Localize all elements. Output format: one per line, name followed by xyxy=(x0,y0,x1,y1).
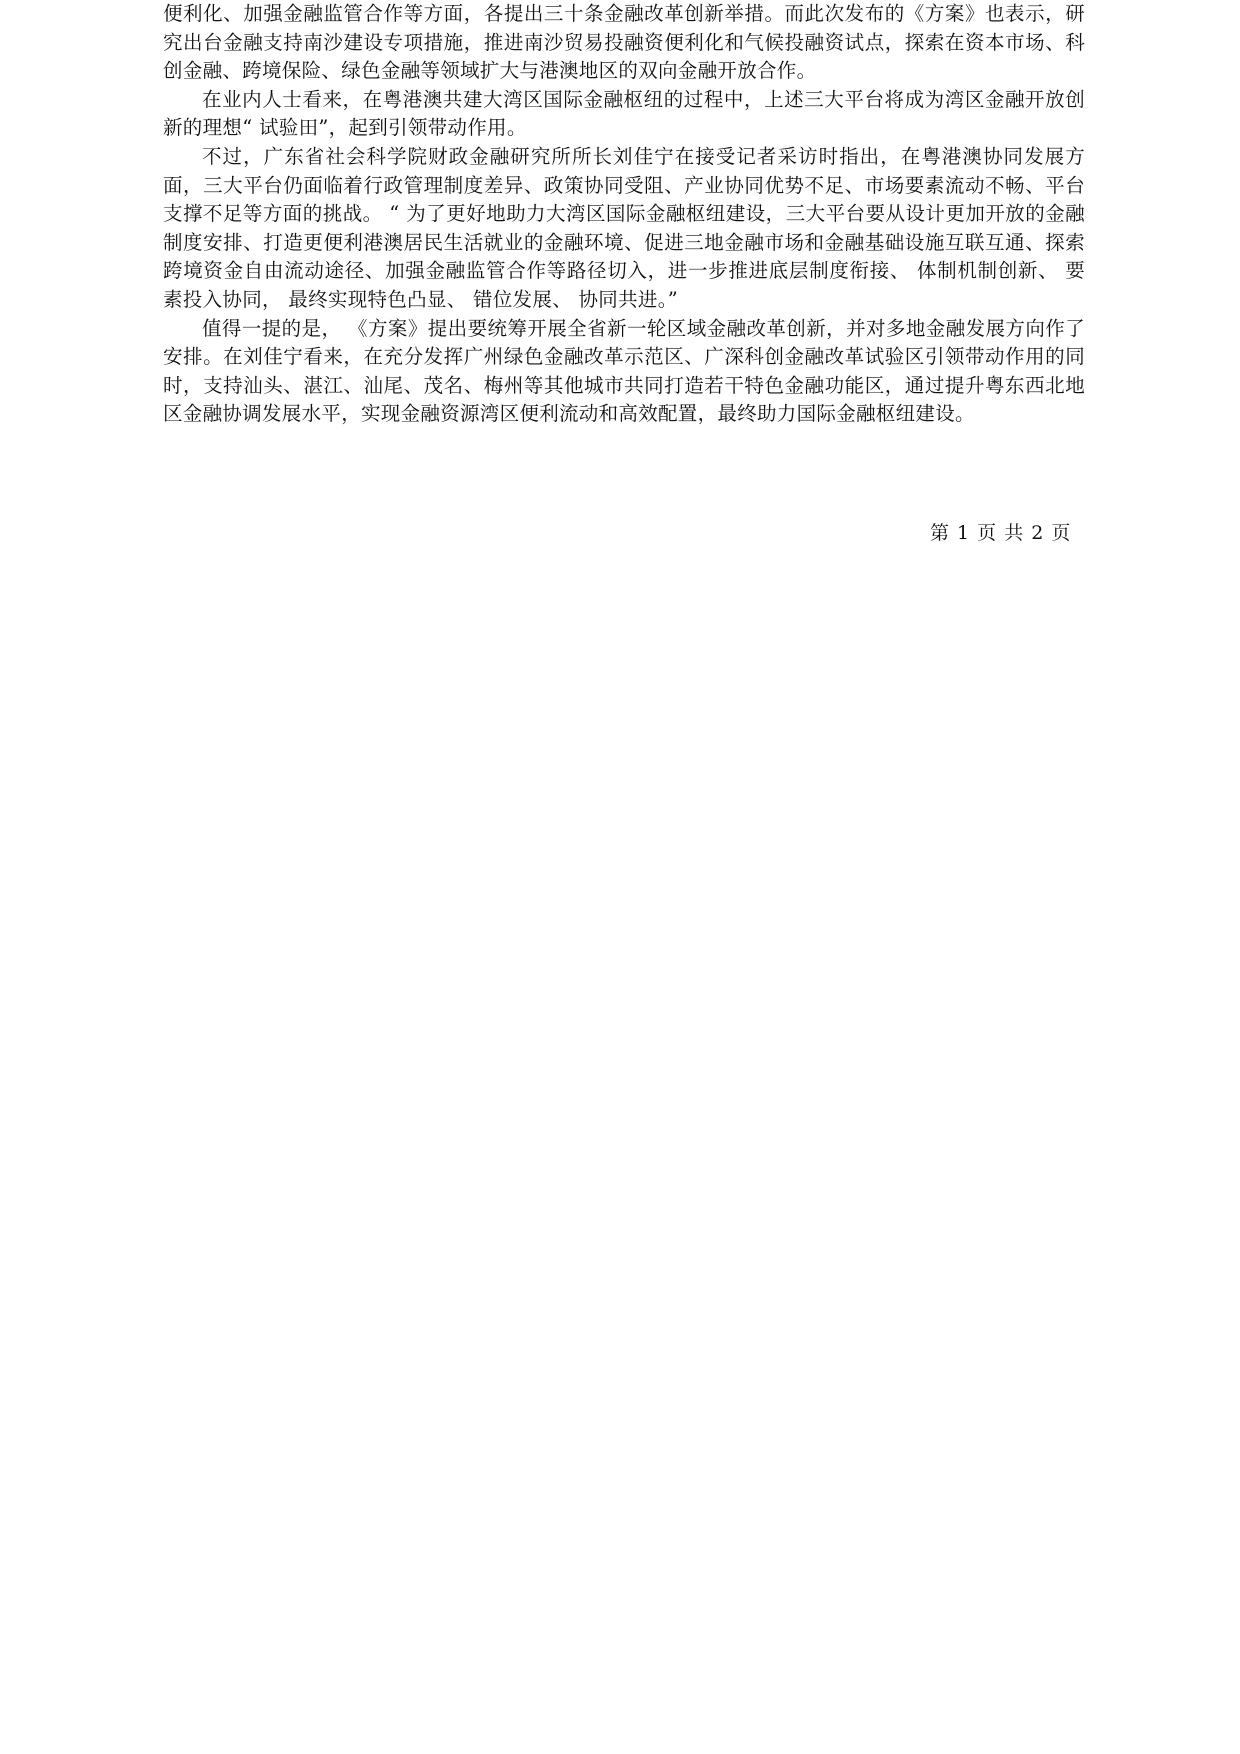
paragraph-continuation: 便利化、加强金融监管合作等方面，各提出三十条金融改革创新举措。而此次发布的《方案》也表示，研究出台金融支持南沙建设专项措施，推进南沙贸易投融资便利化和气候投融资试点，探索在资本市场、科创金融、跨境保险、绿色金融等领域扩大与港澳地区的双向金融开放合作。 xyxy=(163,2,1085,83)
paragraph-regional-reform: 值得一提的是， 《方案》提出要统筹开展全省新一轮区域金融改革创新，并对多地金融发展方向作了安排。在刘佳宁看来，在充分发挥广州绿色金融改革示范区、广深科创金融改革试验区引领带动作用的同时，支持汕头、湛江、汕尾、茂名、梅州等其他城市共同打造若干特色金融功能区，通过提升粤东西北地区金融协调发展水平，实现金融资源湾区便利流动和高效配置，最终助力国际金融枢纽建设。 xyxy=(163,316,1085,426)
paragraph-expert-comment: 不过，广东省社会科学院财政金融研究所所长刘佳宁在接受记者采访时指出，在粤港澳协同发展方面，三大平台仍面临着行政管理制度差异、政策协同受阻、产业协同优势不足、市场要素流动不畅、平台支撑不足等方面的挑战。 “ 为了更好地助力大湾区国际金融枢纽建设，三大平台要从设计更加开放的金融制度安排、打造更便利港澳居民生活就业的金融环境、促进三地金融市场和金融基础设施互联互通、探索跨境资金自由流动途径、加强金融监管合作等路径切入，进一步推进底层制度衔接、 体制机制创新、 要素投入协同， 最终实现特色凸显、 错位发展、 协同共进。” xyxy=(163,144,1085,311)
document-body xyxy=(163,0,1085,429)
paragraph-industry-view: 在业内人士看来，在粤港澳共建大湾区国际金融枢纽的过程中，上述三大平台将成为湾区金融开放创新的理想“ 试验田”，起到引领带动作用。 xyxy=(163,87,1085,140)
page-number: 第 1 页 共 2 页 xyxy=(930,522,1072,544)
